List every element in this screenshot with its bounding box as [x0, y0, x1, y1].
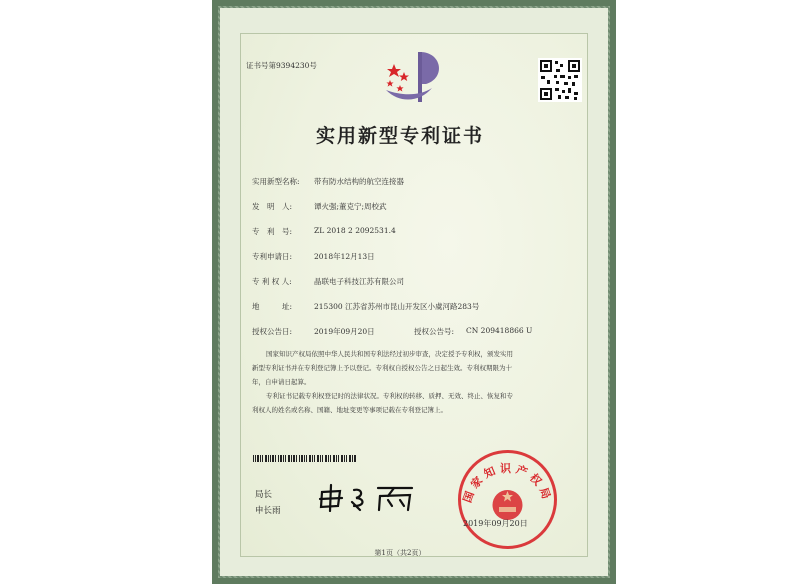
field-value-patent-no: ZL 2018 2 2092531.4 — [314, 226, 396, 235]
signatory-role: 局长 — [255, 490, 273, 500]
paragraph-line: 专利证书记载专利权登记时的法律状况。专利权的转移、质押、无效、终止、恢复和专 — [266, 392, 513, 400]
field-label-filing-date: 专利申请日: — [252, 252, 293, 261]
field-value-patentee: 晶联电子科技江苏有限公司 — [314, 277, 404, 286]
qr-code — [538, 58, 582, 102]
field-value-inventor: 谭火强;董克宁;周校武 — [314, 202, 387, 211]
page-indicator: 第1页（共2页） — [374, 549, 426, 557]
patent-office-logo — [380, 44, 450, 106]
paragraph-line: 新型专利证书并在专利登记簿上予以登记。专利权自授权公告之日起生效。专利权期限为十 — [252, 364, 512, 372]
handwritten-signature — [316, 482, 416, 512]
field-label-patent-no: 专 利 号: — [252, 227, 293, 236]
field-value-filing-date: 2018年12月13日 — [314, 252, 375, 261]
field-label-announce-date: 授权公告日: — [252, 327, 293, 336]
official-seal — [455, 447, 560, 552]
field-label-address: 地 址: — [252, 302, 293, 311]
paragraph-line: 年，自申请日起算。 — [252, 378, 311, 386]
field-value-name: 带有防水结构的航空连接器 — [314, 177, 404, 186]
field-label-inventor: 发 明 人: — [252, 202, 293, 211]
field-value-address: 215300 江苏省苏州市昆山开发区小虞河路283号 — [314, 302, 480, 311]
field-value-announce-date: 2019年09月20日 — [314, 327, 375, 336]
field-label-name: 实用新型名称: — [252, 177, 300, 186]
certificate-paragraph — [252, 347, 582, 417]
field-label-announce-no: 授权公告号: — [414, 327, 455, 336]
barcode — [253, 455, 357, 462]
svg-text:国家知识产权局: 国家知识产权局 — [460, 462, 555, 505]
paragraph-line: 国家知识产权局依照中华人民共和国专利法经过初步审查，决定授予专利权，颁发实用 — [266, 350, 513, 358]
certificate-title: 实用新型专利证书 — [315, 125, 484, 147]
seal-date: 2019年09月20日 — [463, 519, 528, 528]
paragraph-line: 利权人的姓名或名称、国籍、地址变更等事项记载在专利登记簿上。 — [252, 406, 447, 414]
certificate-number: 证书号第9394230号 — [246, 61, 317, 70]
signatory-name: 申长雨 — [255, 506, 281, 516]
field-value-announce-no: CN 209418866 U — [466, 326, 533, 335]
field-label-patentee: 专 利 权 人: — [252, 277, 292, 286]
